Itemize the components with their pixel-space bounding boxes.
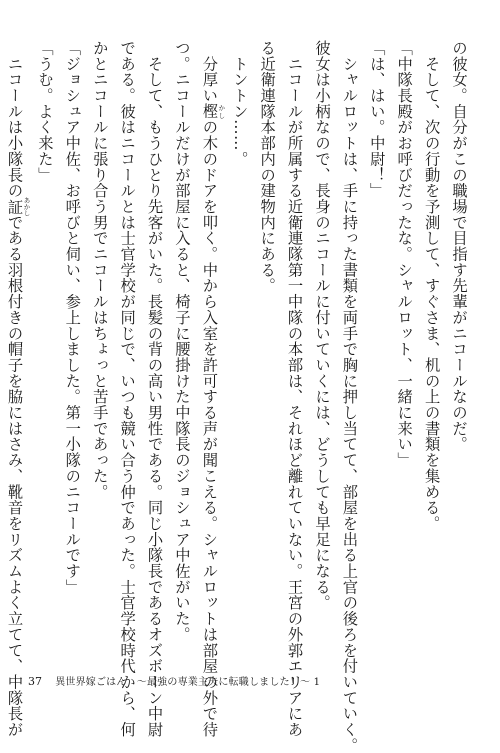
text-line-6: 彼女は小柄なので、長身のニコールに付いていくには、どうしても早足になる。 [312, 40, 331, 611]
text-line-4: 「は、はい。中尉！」 [367, 40, 386, 199]
text-line-9: トントン……。 [230, 40, 249, 167]
text-line-17-pre: ニコールは小隊長の [5, 40, 24, 199]
text-line-10-post: の木のドアを叩く。中から入室を許可する声が聞こえる。シャルロットは部屋の外で待 [200, 119, 219, 738]
text-line-11: つ。ニコールだけが部屋に入ると、椅子に腰掛けた中隊長のジョシュア中佐がいた。 [172, 40, 191, 643]
ruby-akashi [5, 196, 31, 217]
text-line-15: 「ジョシュア中佐、お呼びと伺い、参上しました。第一小隊のニコールです」 [63, 40, 82, 595]
text-line-17-post: である羽根付きの帽子を脇にはさみ、靴音をリズムよく立てて、中隊長が [5, 214, 24, 738]
running-title: 異世界嫁ごはん ～最強の専業主夫に転職しました！～ 1 [55, 677, 321, 688]
text-line-3: 「中隊長殿がお呼びだったな。シャルロット、一緒に来い」 [395, 40, 414, 468]
text-line-12: そして、もうひとり先客がいた。長髪の背の高い男性である。同じ小隊長であるオズボーン中尉 [145, 40, 164, 738]
text-line-17 [0, 40, 31, 738]
text-line-16: 「うむ。よく来た」 [35, 40, 54, 183]
ruby-kashi [200, 103, 226, 120]
text-line-10 [195, 40, 226, 738]
ruby-kashi-base: 樫 [200, 103, 219, 120]
ruby-akashi-base: 証 [5, 196, 24, 217]
text-line-10-pre: 分厚い [200, 40, 219, 104]
page-number: 37 [28, 675, 42, 688]
text-line-14: かとニコールに張り合う男でニコールはちょっと苦手であった。 [90, 40, 109, 500]
text-line-13: である。彼はニコールとは士官学校が同じで、いつも競い合う仲であった。士官学校時代から、何 [118, 40, 137, 738]
ruby-kashi-reading: かし [217, 103, 226, 120]
ruby-akashi-reading: あかし [22, 196, 31, 217]
text-line-2: そして、次の行動を予測して、すぐさま、机の上の書類を集める。 [422, 40, 441, 532]
text-line-1: の彼女。自分がこの職場で目指す先輩がニコールなのだ。 [450, 40, 468, 453]
page-footer [28, 676, 320, 689]
text-line-5: シャルロットは、手に持った書類を両手で胸に押し当てて、部屋を出る上官の後ろを付いていく。 [340, 40, 359, 753]
text-line-7: ニコールが所属する近衛連隊第一中隊の本部は、それほど離れていない。王宮の外郭エリアにあ [285, 40, 304, 738]
text-line-8: る近衛連隊本部内の建物内にある。 [258, 40, 277, 294]
